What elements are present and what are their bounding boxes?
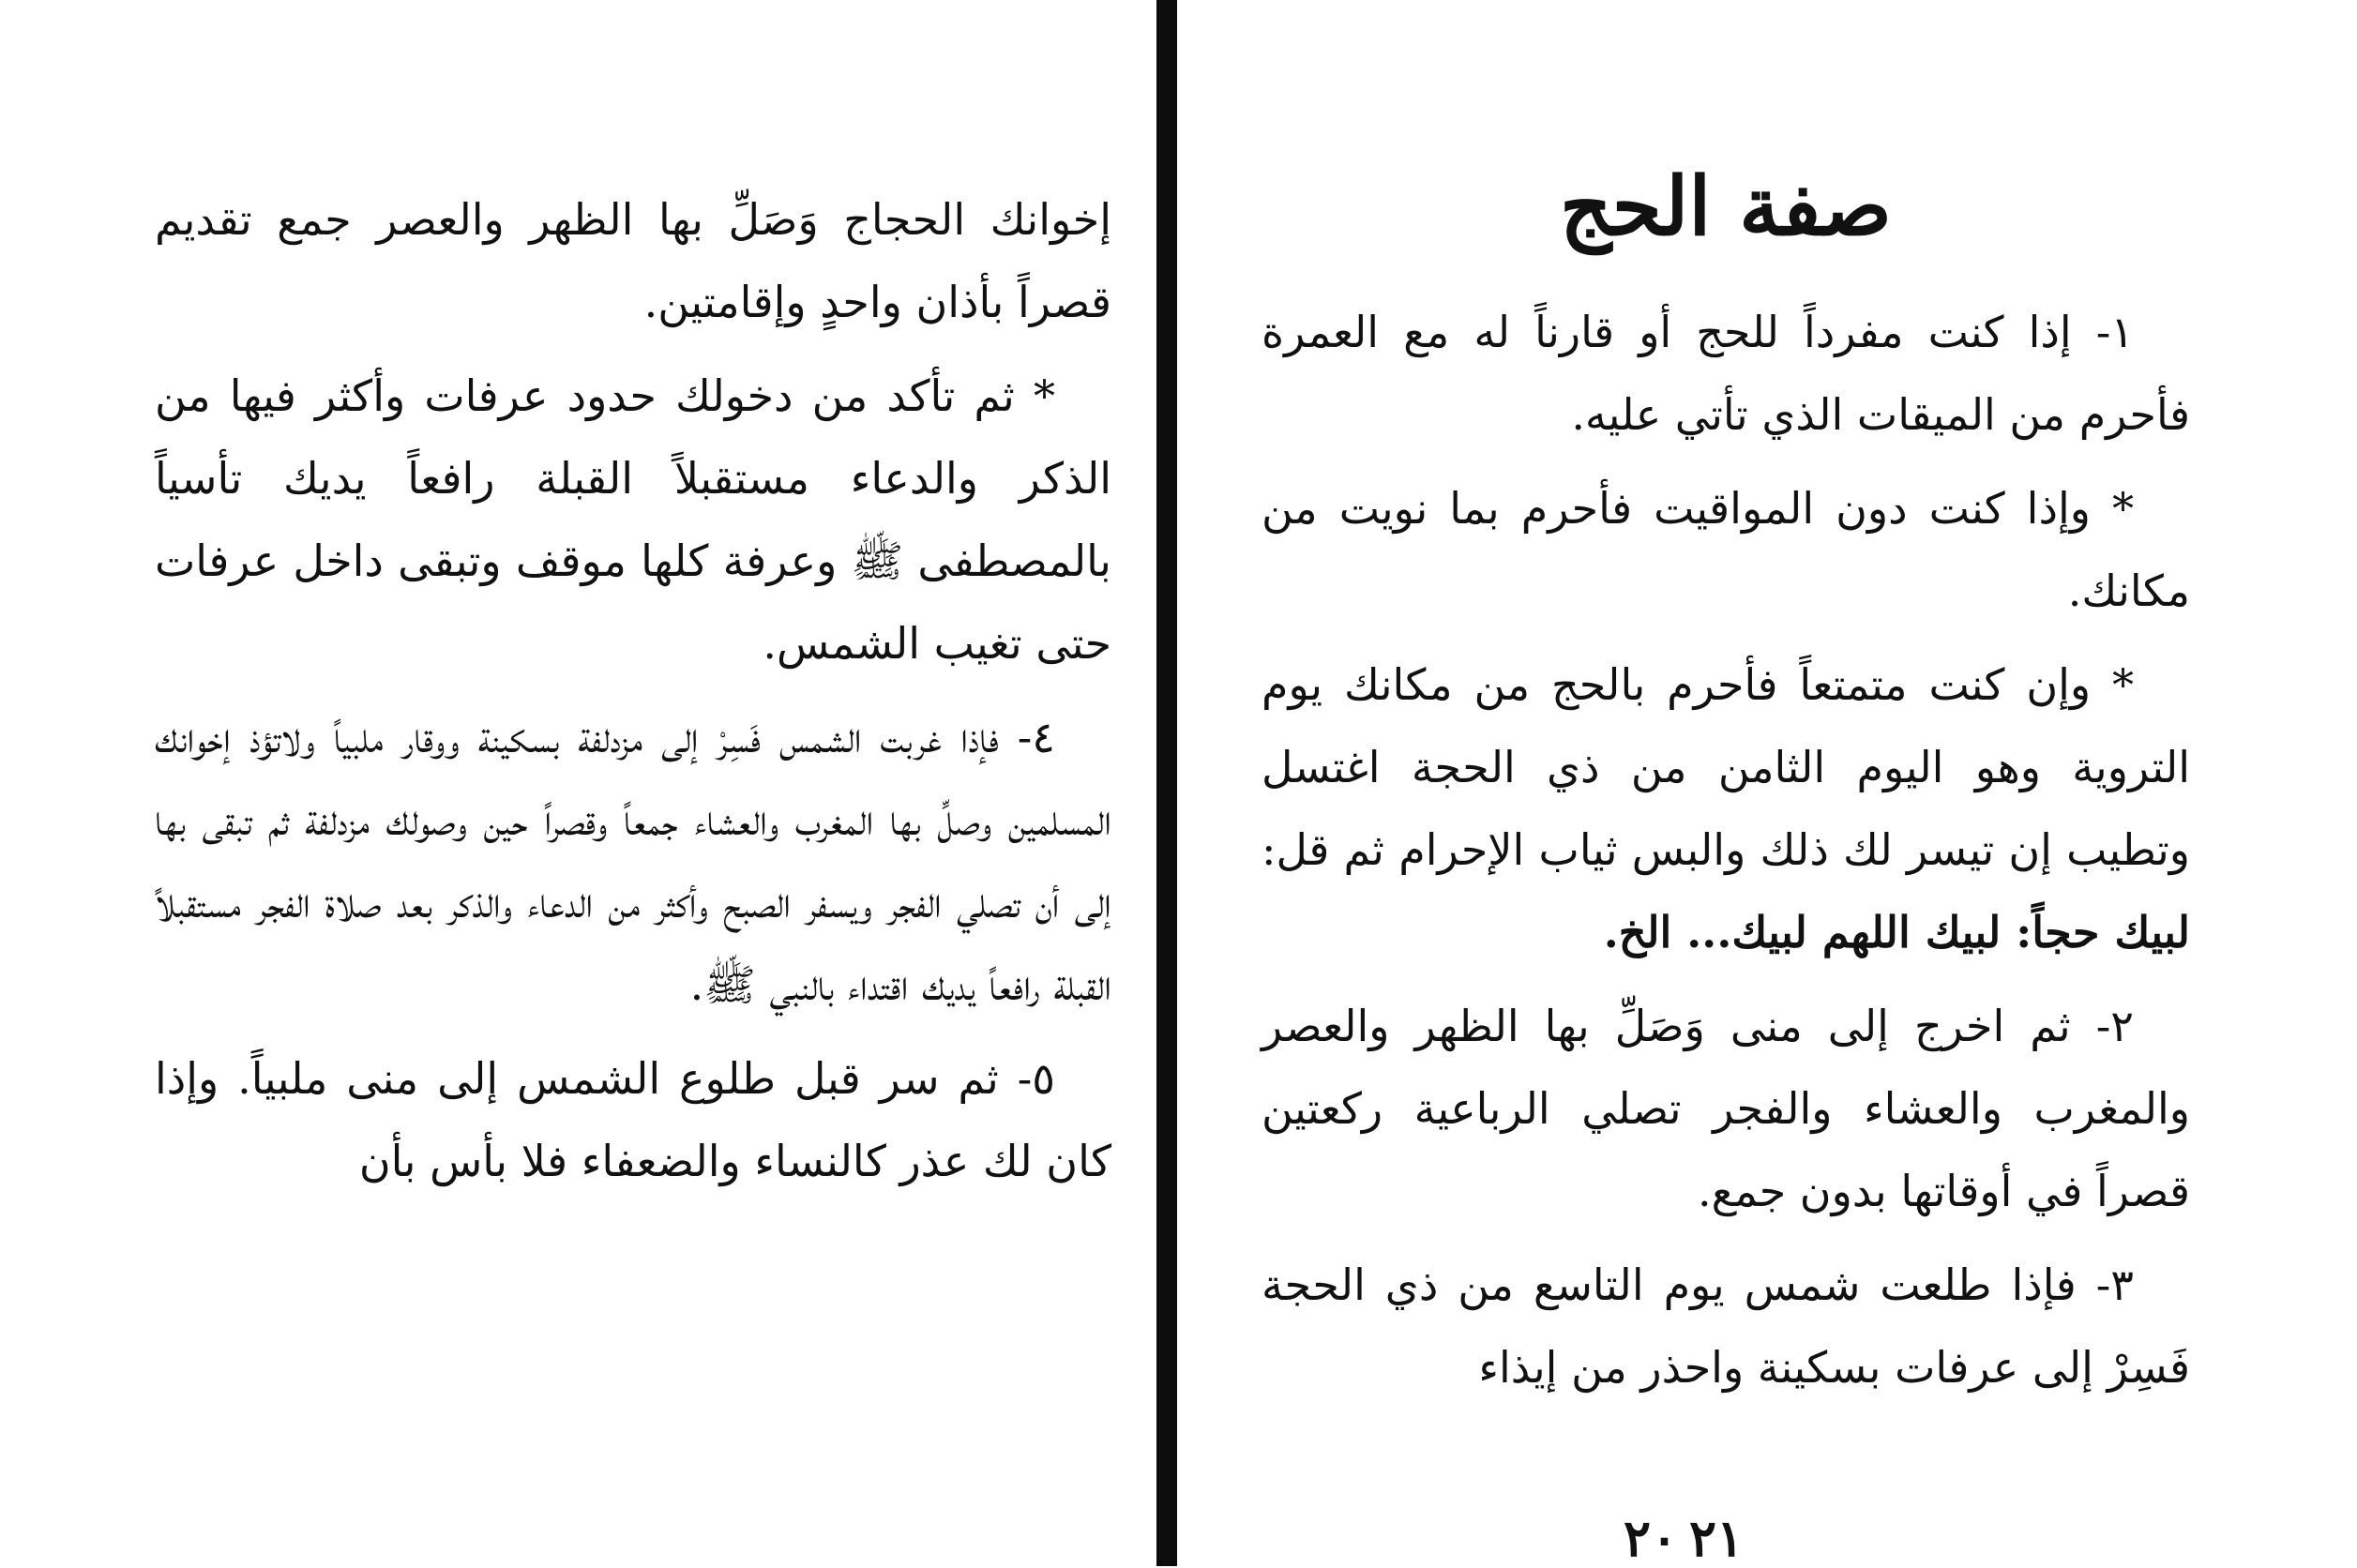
- left-page-text: [155, 178, 1111, 1214]
- page-number: ٢٠: [1623, 1508, 1678, 1568]
- paragraph: [1262, 643, 2190, 973]
- paragraph: ٤- فإذا غربت الشمس فَسِرْ إلى مزدلفة بسكينة ووقار ملبياً ولاتؤذ إخوانك المسلمين وصلِّ بها المغرب والعشاء جمعاً وقصراً حين وصولك مزدلفة ثم تبقى بها إلى أن تصلي الفجر ويسفر الصبح وأكثر من الدعاء والذكر بعد صلاة الفجر مستقبلاً القبلة رافعاً يديك اقتداء بالنبي ﷺ.: [155, 712, 1111, 1010]
- paragraph: * وإذا كنت دون المواقيت فأحرم بما نويت من مكانك.: [1262, 483, 2190, 616]
- right-page: [1262, 0, 2190, 1566]
- paragraph: إخوانك الحجاج وَصَلِّ بها الظهر والعصر جمع تقديم قصراً بأذان واحدٍ وإقامتين.: [155, 194, 1111, 327]
- paragraph: ٥- ثم سر قبل طلوع الشمس إلى منى ملبياً. وإذا كان لك عذر كالنساء والضعفاء فلا بأس بأن: [155, 1053, 1111, 1186]
- page-title: صفة الحج: [1560, 159, 1892, 254]
- paragraph-text: * وإن كنت متمتعاً فأحرم بالحج من مكانك يوم التروية وهو اليوم الثامن من ذي الحجة اغتسل وتطيب إن تيسر لك ذلك والبس ثياب الإحرام ثم قل:: [1262, 659, 2190, 875]
- paragraph: ٢- ثم اخرج إلى منى وَصَلِّ بها الظهر والعصر والمغرب والعشاء والفجر تصلي الرباعية ركعتين قصراً في أوقاتها بدون جمع.: [1262, 1001, 2190, 1216]
- paragraph: * ثم تأكد من دخولك حدود عرفات وأكثر فيها من الذكر والدعاء مستقبلاً القبلة رافعاً يديك تأسياً بالمصطفى ﷺ وعرفة كلها موقف وتبقى داخل عرفات حتى تغيب الشمس.: [155, 370, 1111, 669]
- paragraph: ٣- فإذا طلعت شمس يوم التاسع من ذي الحجة فَسِرْ إلى عرفات بسكينة واحذر من إيذاء: [1262, 1259, 2190, 1393]
- page-number: ٢١: [1688, 1508, 1744, 1568]
- book-spine-divider: [1156, 0, 1177, 1566]
- talbiyah-bold-text: لبيك حجاً: لبيك اللهم لبيك... الخ.: [1603, 907, 2190, 957]
- right-page-text: [1262, 291, 2190, 1420]
- paragraph: ١- إذا كنت مفرداً للحج أو قارناً له مع العمرة فأحرم من الميقات الذي تأتي عليه.: [1262, 307, 2190, 440]
